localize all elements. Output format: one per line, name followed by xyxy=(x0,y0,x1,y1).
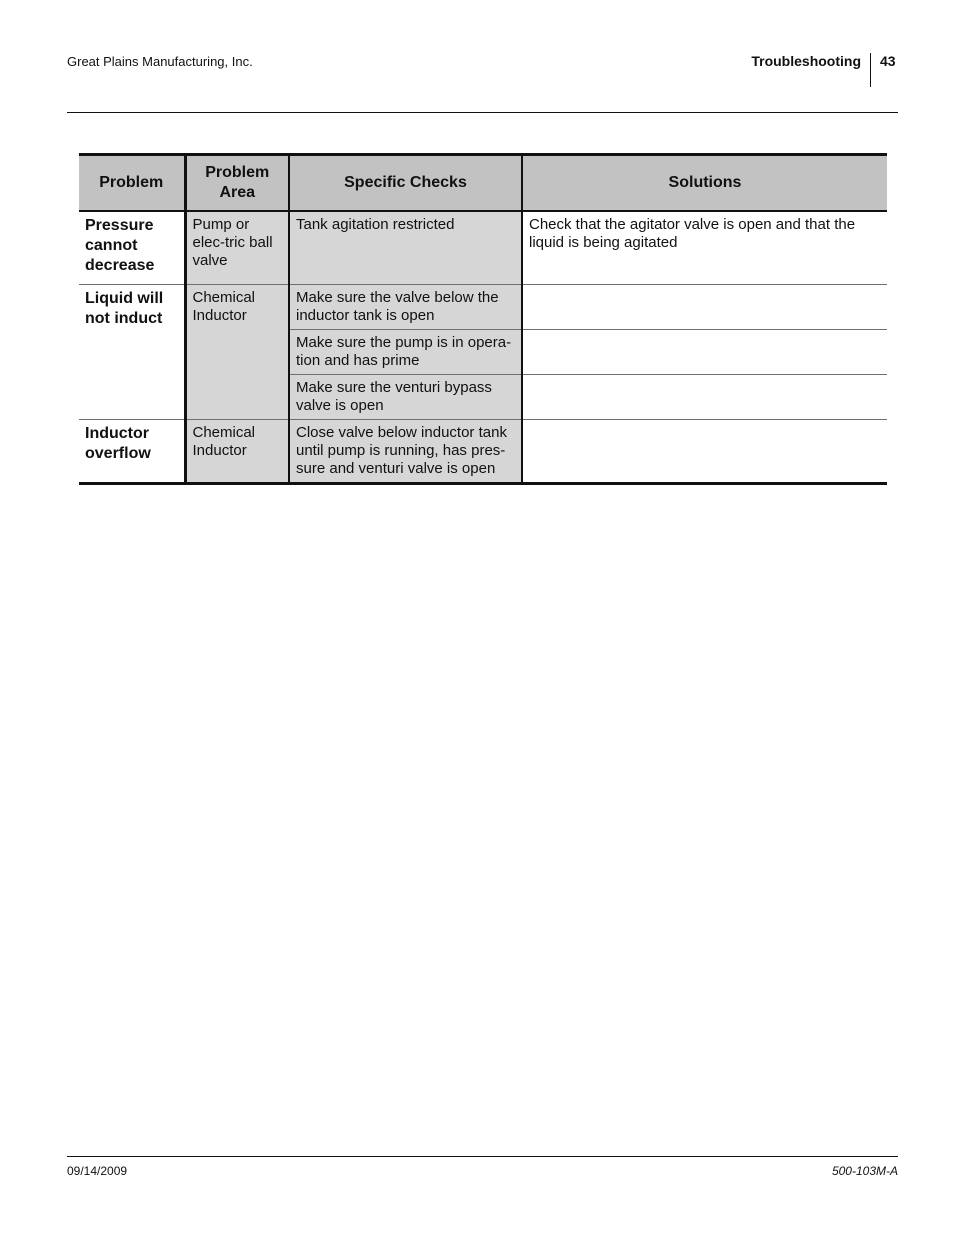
solution-cell xyxy=(522,329,887,374)
table-row xyxy=(79,211,887,284)
solution-cell xyxy=(522,419,887,483)
specific-check-cell: Close valve below inductor tank until pump is running, has pres-sure and venturi valve is open xyxy=(289,419,522,483)
specific-check-cell: Make sure the venturi bypass valve is open xyxy=(289,374,522,419)
page-number: 43 xyxy=(880,53,896,69)
problem-cell: Inductor overflow xyxy=(79,419,185,483)
troubleshooting-table xyxy=(79,153,887,485)
footer-date: 09/14/2009 xyxy=(67,1164,128,1178)
header-section-title: Troubleshooting xyxy=(751,53,861,69)
table-row xyxy=(79,284,887,329)
problem-cell: Liquid will not induct xyxy=(79,284,185,419)
footer-rule xyxy=(67,1156,898,1157)
column-header-problem-area: Problem Area xyxy=(185,155,289,212)
header-divider xyxy=(870,53,871,87)
footer-document-number: 500-103M-A xyxy=(831,1164,898,1178)
solution-cell: Check that the agitator valve is open and that the liquid is being agitated xyxy=(522,211,887,284)
header-company-name: Great Plains Manufacturing, Inc. xyxy=(67,54,253,69)
header-rule xyxy=(67,112,898,113)
solution-cell xyxy=(522,374,887,419)
problem-area-cell: Pump or elec-tric ball valve xyxy=(185,211,289,284)
table-row xyxy=(79,419,887,483)
specific-check-cell: Make sure the pump is in opera-tion and has prime xyxy=(289,329,522,374)
column-header-problem: Problem xyxy=(79,155,185,212)
problem-area-cell: Chemical Inductor xyxy=(185,284,289,419)
problem-cell: Pressure cannot decrease xyxy=(79,211,185,284)
specific-check-cell: Tank agitation restricted xyxy=(289,211,522,284)
table-header-row xyxy=(79,155,887,212)
problem-area-cell: Chemical Inductor xyxy=(185,419,289,483)
column-header-solutions: Solutions xyxy=(522,155,887,212)
solution-cell xyxy=(522,284,887,329)
column-header-specific-checks: Specific Checks xyxy=(289,155,522,212)
specific-check-cell: Make sure the valve below the inductor tank is open xyxy=(289,284,522,329)
